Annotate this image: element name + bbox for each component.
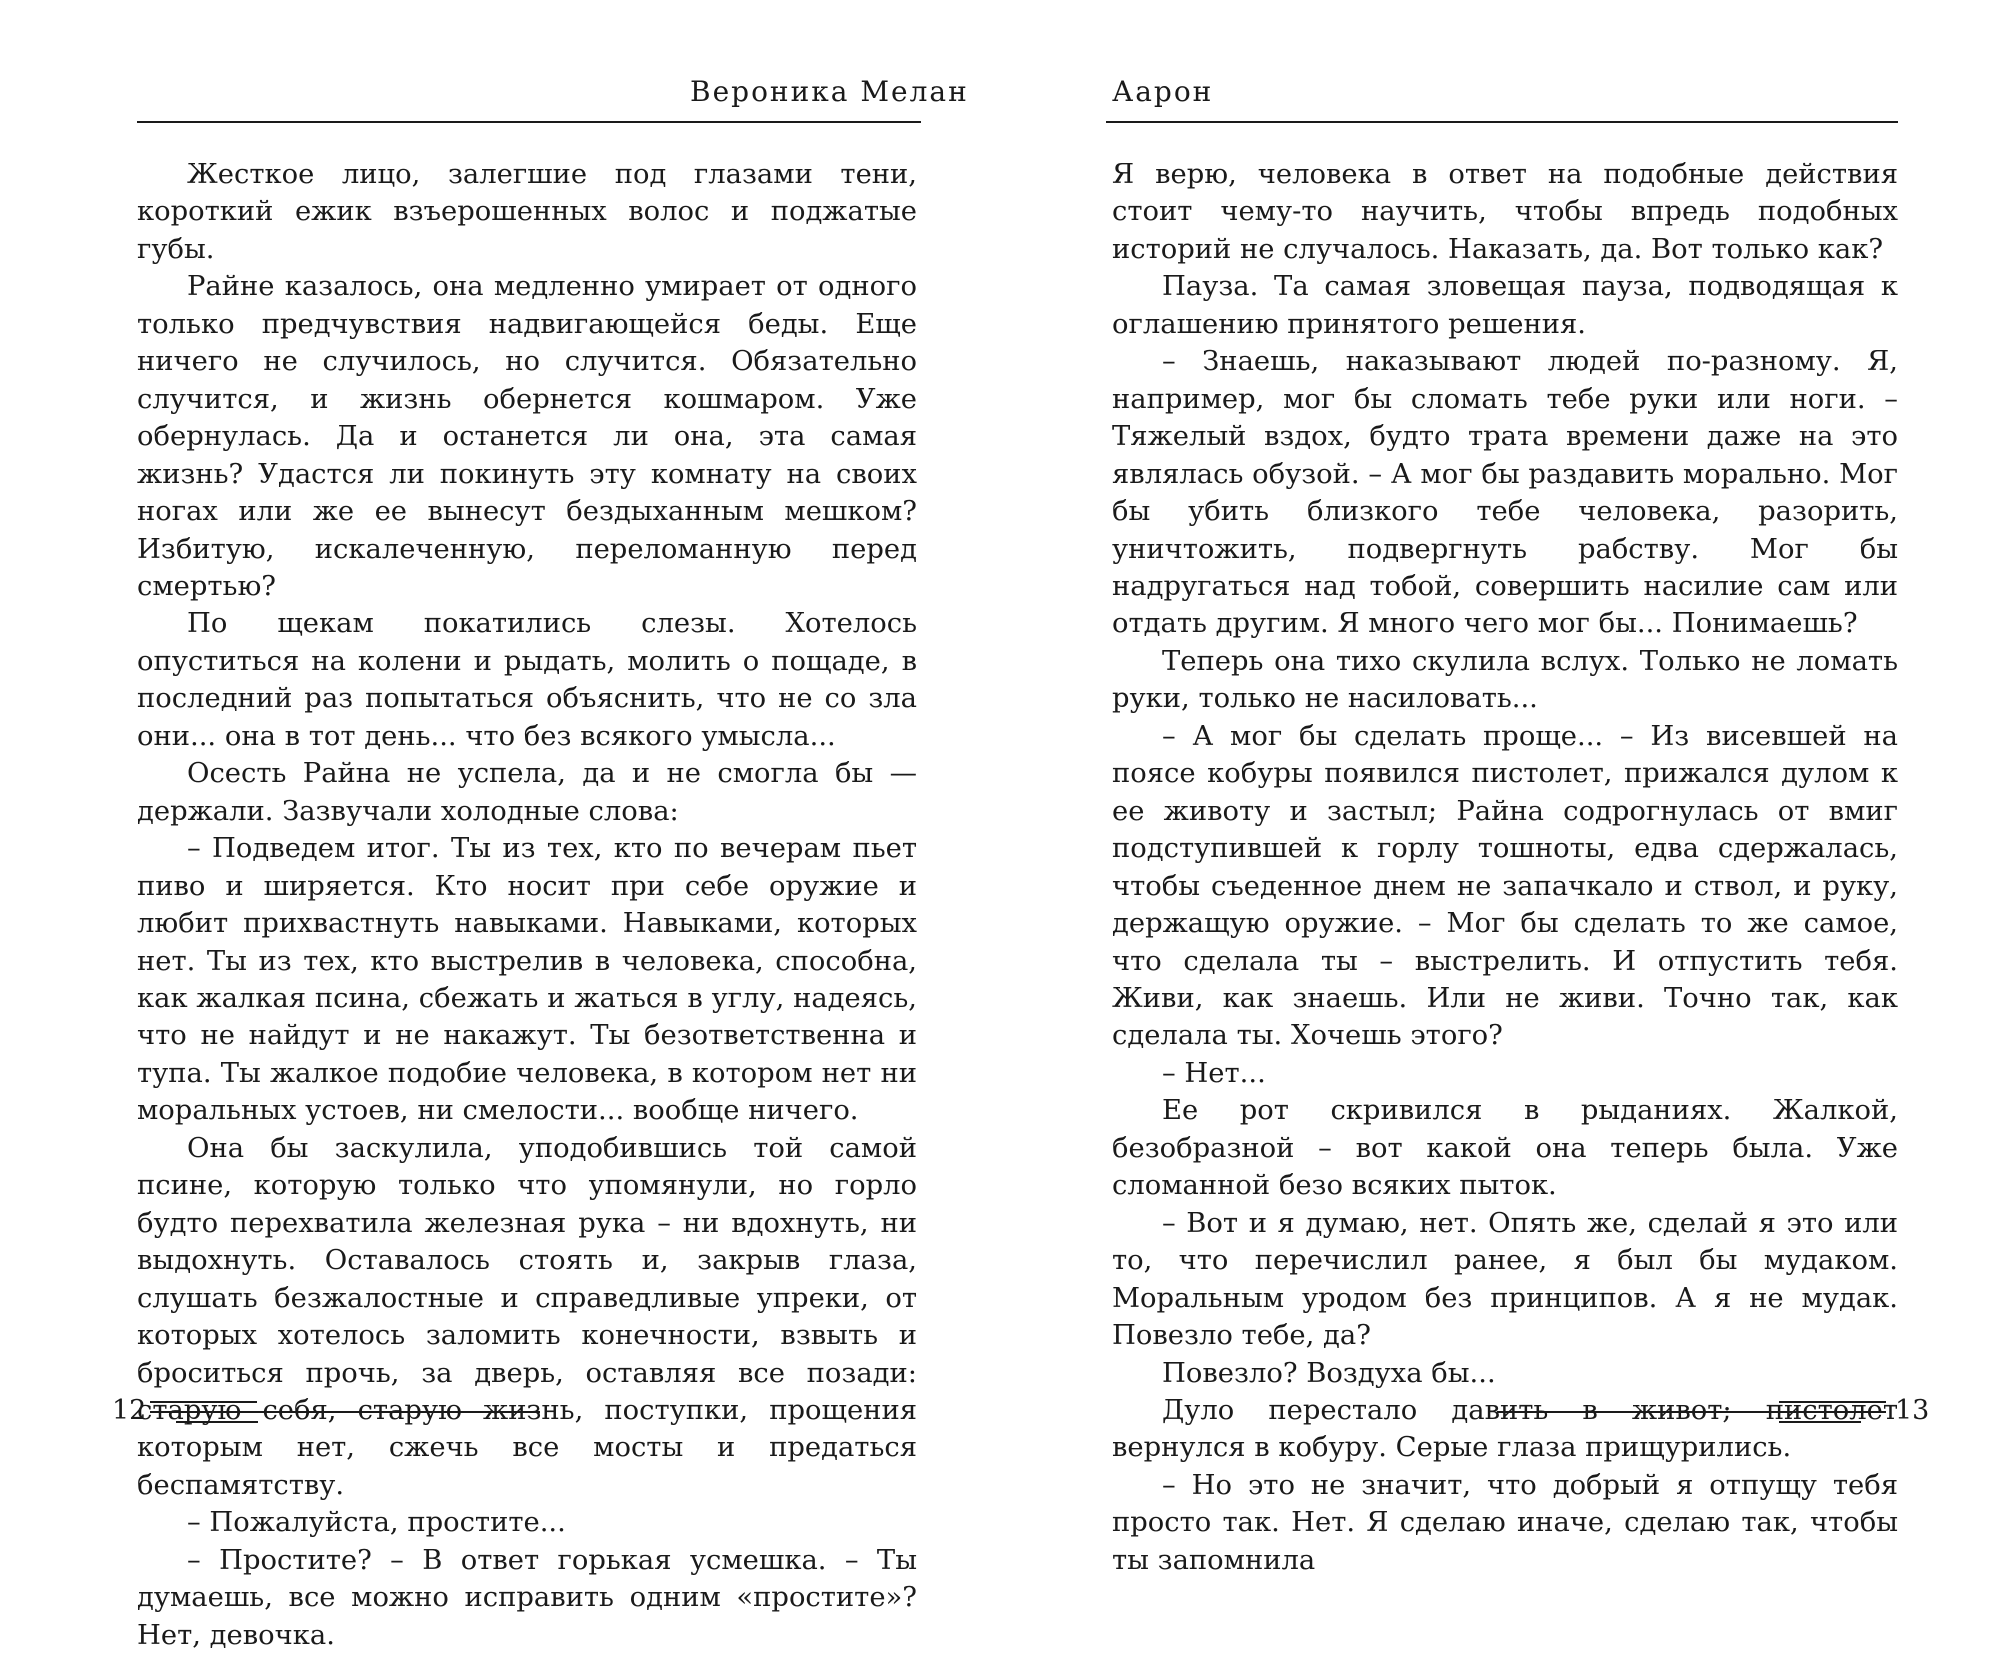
footer-rule — [150, 1411, 540, 1413]
paragraph: – А мог бы сделать проще... – Из висевшей на поясе кобуры появился пистолет, прижался дулом к ее животу и застыл; Райна содрогнулась от вмиг подступившей к горлу тошноты, едва сдержалась, чтобы съеденное днем не запачкало и ствол, и руку, держащую оружие. – Мог бы сделать то же самое, что сделала ты – выстрелить. И отпустить тебя. Живи, как знаешь. Или не живи. Точно так, как сделала ты. Хочешь этого? — [1112, 720, 1898, 1052]
footer-rule — [176, 1421, 258, 1423]
left-header-rule — [137, 121, 921, 123]
paragraph: – Знаешь, наказывают людей по-разному. Я, например, мог бы сломать тебе руки или ноги. – Тяжелый вздох, будто трата времени даже на это являлась обузой. – А мог бы раздавить морально. Мог бы убить близкого тебе человека, разорить, уничтожить, подвергнуть рабству. Мог бы надругаться над тобой, совершить насилие сам или отдать другим. Я много чего мог бы... Понимаешь? — [1112, 346, 1898, 640]
right-page — [1000, 0, 2000, 1576]
right-page-body — [1112, 156, 1898, 1579]
paragraph: Ее рот скривился в рыданиях. Жалкой, безобразной – вот какой она теперь была. Уже сломанной безо всяких пыток. — [1112, 1095, 1898, 1202]
paragraph: Райне казалось, она медленно умирает от одного только предчувствия надвигающейся беды. Еще ничего не случилось, но случится. Обязательно случится, и жизнь обернется кошмаром. Уже обернулась. Да и останется ли она, эта самая жизнь? Удастся ли покинуть эту комнату на своих ногах или же ее вынесут бездыханным мешком? Избитую, искалеченную, переломанную перед смертью? — [137, 271, 917, 602]
left-page — [0, 0, 1000, 1651]
paragraph: – Подведем итог. Ты из тех, кто по вечерам пьет пиво и ширяется. Кто носит при себе оружие и любит прихвастнуть навыками. Навыками, которых нет. Ты из тех, кто выстрелив в человека, способна, как жалкая псина, сбежать и жаться в углу, надеясь, что не найдут и не накажут. Ты безответственна и тупа. Ты жалкое подобие человека, в котором нет ни моральных устоев, ни смелости... вообще ничего. — [137, 833, 917, 1127]
paragraph: Осесть Райна не успела, да и не смогла бы — держали. Зазвучали холодные слова: — [137, 758, 917, 827]
paragraph: – Нет... — [1162, 1057, 1266, 1089]
paragraph: – Вот и я думаю, нет. Опять же, сделай я это или то, что перечислил ранее, я был бы мудаком. Моральным уродом без принципов. А я не мудак. Повезло тебе, да? — [1112, 1207, 1898, 1352]
footer-rule — [1779, 1401, 1886, 1403]
left-page-body — [137, 156, 917, 1654]
right-running-head-title: Аарон — [1112, 75, 1214, 108]
paragraph: Она бы заскулила, уподобившись той самой псине, которую только что упомянули, но горло будто перехватила железная рука – ни вдохнуть, ни выдохнуть. Оставалось стоять и, закрыв глаза, слушать безжалостные и справедливые упреки, от которых хотелось заломить конечности, взвыть и броситься прочь, за дверь, оставляя все позади: старую себя, старую жизнь, поступки, прощения которым нет, сжечь все мосты и предаться беспамятству. — [137, 1132, 917, 1501]
footer-rule — [150, 1401, 257, 1403]
left-running-head-author: Вероника Мелан — [690, 75, 969, 108]
paragraph: По щекам покатились слезы. Хотелось опуститься на колени и рыдать, молить о пощаде, в последний раз попытаться объяснить, что не со зла они... она в тот день... что без всякого умысла... — [137, 608, 917, 752]
left-page-number: 12 — [112, 1395, 147, 1426]
paragraph: Пауза. Та самая зловещая пауза, подводящая к оглашению принятого решения. — [1112, 271, 1898, 340]
paragraph: Повезло? Воздуха бы... — [1162, 1357, 1496, 1389]
footer-rule — [1779, 1421, 1861, 1423]
paragraph: Жесткое лицо, залегшие под глазами тени, короткий ежик взъерошенных волос и поджатые губы. — [137, 159, 917, 265]
right-page-number: 13 — [1895, 1395, 1930, 1426]
paragraph: – Пожалуйста, простите... — [187, 1507, 566, 1539]
paragraph: Теперь она тихо скулила вслух. Только не ломать руки, только не насиловать... — [1112, 645, 1898, 715]
right-header-rule — [1106, 121, 1898, 123]
paragraph: – Простите? – В ответ горькая усмешка. – Ты думаешь, все можно исправить одним «простите»? Нет, девочка. — [137, 1544, 917, 1651]
paragraph: Я верю, человека в ответ на подобные действия стоит чему-то научить, чтобы впредь подобных историй не случалось. Наказать, да. Вот только как? — [1112, 159, 1898, 265]
paragraph: Дуло перестало давить в живот; пистолет вернулся в кобуру. Серые глаза прищурились. — [1112, 1394, 1898, 1464]
footer-rule — [1497, 1411, 1886, 1413]
paragraph: – Но это не значит, что добрый я отпущу тебя просто так. Нет. Я сделаю иначе, сделаю так, чтобы ты запомнила — [1112, 1469, 1898, 1576]
